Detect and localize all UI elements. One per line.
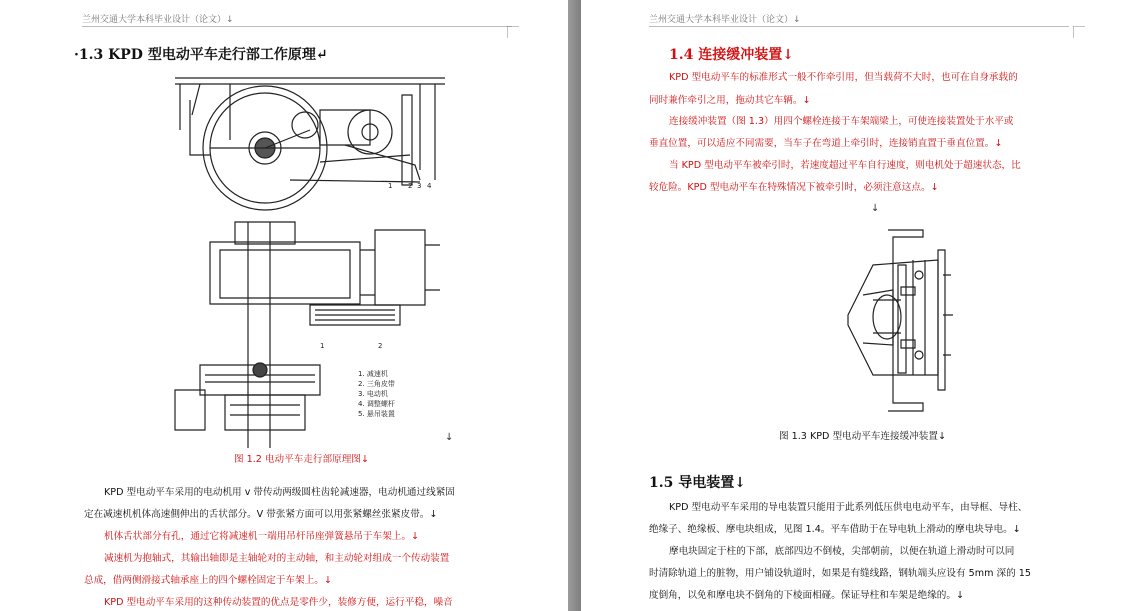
page-header: 兰州交通大学本科毕业设计（论文）↓ — [649, 15, 801, 25]
figure-callout: 3 — [417, 182, 422, 190]
paragraph-line: KPD 型电动平车采用的导电装置只能用于此系列低压供电电动平车，由导框、导柱、 — [669, 502, 1028, 513]
crop-mark — [1073, 26, 1085, 38]
return-mark: ↓ — [445, 432, 454, 443]
header-rule — [82, 26, 512, 27]
figure-legend-item: 1. 减速机 — [358, 370, 388, 378]
figure-callout: 1 — [320, 342, 325, 350]
figure-1-2-caption: 图 1.2 电动平车走行部原理图↓ — [234, 454, 369, 465]
paragraph-line: 绝缘子、绝缘板、摩电块组成，见图 1.4。平车借助于在导电轨上滑动的摩电块导电。↓ — [649, 524, 1021, 535]
figure-callout: 2 — [408, 182, 413, 190]
paragraph-line: 较危险。KPD 型电动平车在特殊情况下被牵引时，必须注意这点。↓ — [649, 182, 939, 193]
paragraph-line: 连接缓冲装置（图 1.3）用四个螺栓连接于车架端梁上，可使连接装置处于水平或 — [669, 116, 1014, 127]
page-header: 兰州交通大学本科毕业设计（论文）↓ — [82, 15, 234, 25]
paragraph-line: 减速机为抱轴式，其输出轴即是主轴轮对的主动轴，和主动轮对组成一个传动装置 — [104, 553, 450, 564]
section-heading-1-4: 1.4 连接缓冲装置↓ — [669, 47, 794, 63]
figure-legend-item: 4. 调整螺杆 — [358, 400, 395, 408]
paragraph-line: 摩电块固定于柱的下部，底部四边不倒棱，尖部朝前，以便在轨道上滑动时可以同 — [669, 546, 1015, 557]
paragraph-line: 当 KPD 型电动平车被牵引时，若速度超过平车自行速度，则电机处于超速状态，比 — [669, 160, 1021, 171]
figure-callout: 1 — [388, 182, 393, 190]
paragraph-line: 度倒角，以免和摩电块不倒角的下棱面相碰。保证导柱和车架是绝缘的。↓ — [649, 590, 965, 601]
figure-legend-item: 3. 电动机 — [358, 390, 388, 398]
figure-mark: ↓ — [871, 203, 880, 214]
paragraph-line: 时清除轨道上的脏物，用户铺设轨道时，如果是有缝线路，钢轨端头应设有 5mm 深的 15 — [649, 568, 1031, 579]
paragraph-line: 定在减速机机体高速側伸出的舌状部分。V 带张紧方面可以用张紧螺丝张紧皮带。↓ — [84, 509, 438, 520]
paragraph-line: KPD 型电动平车采用的这种传动装置的优点是零件少，装修方便，运行平稳，噪音 — [104, 597, 453, 608]
coupling-buffer-device-figure — [843, 225, 963, 415]
paragraph-line: 同时兼作牵引之用，拖动其它车辆。↓ — [649, 95, 811, 106]
figure-legend-item: 5. 悬吊装置 — [358, 410, 395, 418]
section-heading-1-3: ·1.3 KPD 型电动平车走行部工作原理↵ — [74, 47, 328, 63]
crop-mark — [507, 26, 519, 38]
paragraph-line: KPD 型电动平车的标准形式一般不作牵引用，但当载荷不大时，也可在自身承载的 — [669, 72, 1018, 83]
document-page-right — [581, 0, 1132, 611]
section-heading-1-5: 1.5 导电装置↓ — [649, 475, 746, 491]
figure-legend-item: 2. 三角皮带 — [358, 380, 395, 388]
paragraph-line: 总成，借两侧滑接式轴承座上的四个螺栓固定于车架上。↓ — [84, 575, 332, 586]
paragraph-line: 机体舌状部分有孔，通过它将减速机一端用吊杆吊座弹簧悬吊于车架上。↓ — [104, 531, 420, 542]
paragraph-line: KPD 型电动平车采用的电动机用 v 带传动两级圆柱齿轮减速器，电动机通过线紧固 — [104, 487, 455, 498]
figure-1-3-caption: 图 1.3 KPD 型电动平车连接缓冲装置↓ — [779, 431, 947, 442]
figure-callout: 2 — [378, 342, 383, 350]
header-rule — [649, 26, 1069, 27]
walking-part-schematic-figure — [170, 70, 450, 448]
figure-callout: 4 — [427, 182, 432, 190]
paragraph-line: 垂直位置，可以适应不同需要，当车子在弯道上牵引时，连接销直置于垂直位置。↓ — [649, 138, 1003, 149]
page-gutter — [568, 0, 581, 611]
